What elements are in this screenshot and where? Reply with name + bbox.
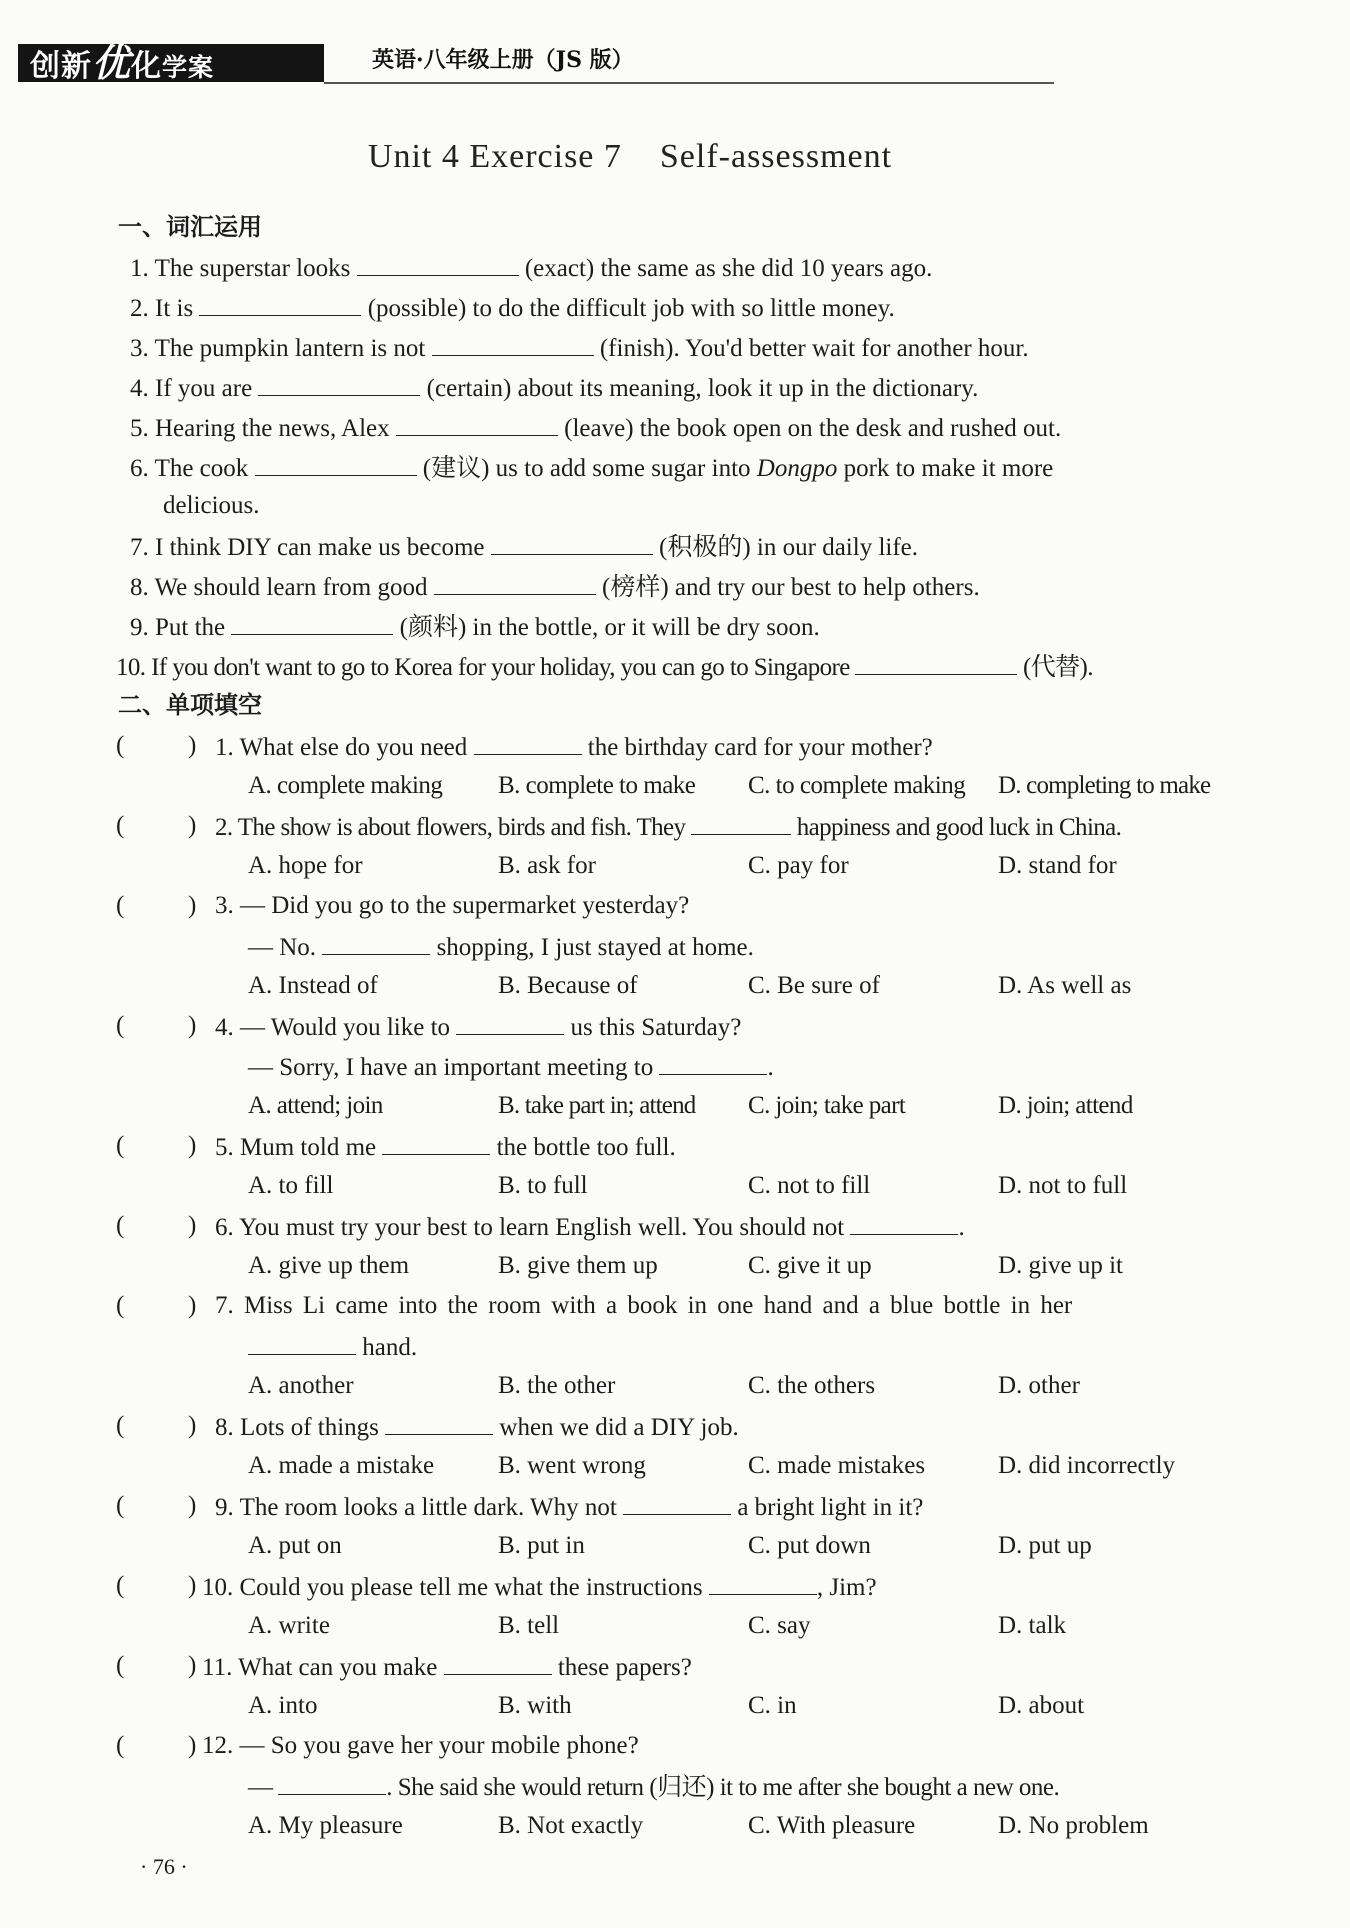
option-d[interactable]: D. put up xyxy=(998,1532,1092,1559)
option-b[interactable]: B. complete to make xyxy=(498,772,696,799)
answer-blank[interactable] xyxy=(659,1050,767,1075)
option-d[interactable]: D. other xyxy=(998,1372,1080,1399)
answer-paren-close: ) xyxy=(188,1012,197,1039)
option-c[interactable]: C. pay for xyxy=(748,852,849,879)
answer-blank[interactable] xyxy=(434,570,596,595)
option-d[interactable]: D. completing to make xyxy=(998,772,1211,799)
answer-paren-close: ) xyxy=(188,812,197,839)
brand-logo: 创新优化学案 xyxy=(30,41,215,85)
option-d[interactable]: D. No problem xyxy=(998,1812,1149,1839)
answer-blank[interactable] xyxy=(691,810,791,835)
answer-blank[interactable] xyxy=(396,411,558,436)
answer-paren-open: ( xyxy=(116,1492,125,1519)
question-stem-line: hand. xyxy=(248,1330,417,1364)
answer-paren-close: ) xyxy=(188,1412,197,1439)
question-stem-line: — Sorry, I have an important meeting to . xyxy=(248,1050,774,1084)
question-stem: 5. Mum told me the bottle too full. xyxy=(215,1130,676,1164)
page-number: · 76 · xyxy=(140,1854,188,1879)
option-b[interactable]: B. the other xyxy=(498,1372,616,1399)
option-d[interactable]: D. join; attend xyxy=(998,1092,1133,1119)
option-c[interactable]: C. say xyxy=(748,1612,811,1639)
answer-paren-close: ) xyxy=(188,732,197,759)
option-c[interactable]: C. made mistakes xyxy=(748,1452,926,1479)
question-stem: 7. Miss Li came into the room with a book in one hand and a blue bottle in her xyxy=(215,1292,1073,1319)
vocab-item: 9. Put the (颜料) in the bottle, or it will be dry soon. xyxy=(130,610,820,644)
answer-paren-close: ) xyxy=(188,892,197,919)
answer-blank[interactable] xyxy=(258,371,420,396)
answer-paren-open: ( xyxy=(116,1412,125,1439)
answer-paren-open: ( xyxy=(116,1012,125,1039)
vocab-item: 3. The pumpkin lantern is not (finish). You'd better wait for another hour. xyxy=(130,331,1029,365)
option-c[interactable]: C. in xyxy=(748,1692,797,1719)
option-d[interactable]: D. stand for xyxy=(998,852,1117,879)
answer-paren-open: ( xyxy=(116,1132,125,1159)
option-d[interactable]: D. did incorrectly xyxy=(998,1452,1176,1479)
answer-blank[interactable] xyxy=(444,1650,552,1675)
answer-paren-open: ( xyxy=(116,1212,125,1239)
question-stem: 2. The show is about flowers, birds and fish. They happiness and good luck in China. xyxy=(215,810,1121,844)
option-d[interactable]: D. about xyxy=(998,1692,1085,1719)
option-c[interactable]: C. to complete making xyxy=(748,772,966,799)
answer-paren-open: ( xyxy=(116,1732,125,1759)
answer-paren-close: ) xyxy=(188,1652,197,1679)
answer-paren-close: ) xyxy=(188,1212,197,1239)
answer-paren-open: ( xyxy=(116,1572,125,1599)
question-stem-line: — No. shopping, I just stayed at home. xyxy=(248,930,754,964)
answer-blank[interactable] xyxy=(855,650,1017,675)
question-stem: 9. The room looks a little dark. Why not a bright light in it? xyxy=(215,1490,923,1524)
answer-blank[interactable] xyxy=(432,331,594,356)
option-c[interactable]: C. Be sure of xyxy=(748,972,880,999)
answer-blank[interactable] xyxy=(357,251,519,276)
option-a[interactable]: A. Instead of xyxy=(248,972,378,999)
vocab-item: 1. The superstar looks (exact) the same as she did 10 years ago. xyxy=(130,251,932,285)
answer-paren-close: ) xyxy=(188,1492,197,1519)
option-a[interactable]: A. write xyxy=(248,1612,330,1639)
answer-blank[interactable] xyxy=(199,291,361,316)
header-rule xyxy=(324,82,1054,84)
question-stem: 1. What else do you need the birthday card for your mother? xyxy=(215,730,933,764)
option-a[interactable]: A. complete making xyxy=(248,772,443,799)
answer-paren-open: ( xyxy=(116,892,125,919)
answer-blank[interactable] xyxy=(623,1490,731,1515)
vocab-item: 6. The cook (建议) us to add some sugar into Dongpo pork to make it more xyxy=(130,451,1053,485)
option-d[interactable]: D. As well as xyxy=(998,972,1132,999)
vocab-item: 10. If you don't want to go to Korea for your holiday, you can go to Singapore (代替). xyxy=(116,650,1093,684)
answer-blank[interactable] xyxy=(709,1570,817,1595)
option-a[interactable]: A. attend; join xyxy=(248,1092,383,1119)
vocab-item-continuation: delicious. xyxy=(163,492,260,519)
option-a[interactable]: A. made a mistake xyxy=(248,1452,435,1479)
question-stem: 10. Could you please tell me what the instructions , Jim? xyxy=(202,1570,877,1604)
page-title: Unit 4 Exercise 7 Self-assessment xyxy=(367,138,893,175)
option-b[interactable]: B. put in xyxy=(498,1532,585,1559)
answer-blank[interactable] xyxy=(248,1330,356,1355)
option-a[interactable]: A. into xyxy=(248,1692,318,1719)
option-b[interactable]: B. Not exactly xyxy=(498,1812,644,1839)
answer-paren-close: ) xyxy=(188,1132,197,1159)
section-heading-multiple-choice: 二、单项填空 xyxy=(118,691,262,719)
option-a[interactable]: A. another xyxy=(248,1372,354,1399)
option-c[interactable]: C. not to fill xyxy=(748,1172,871,1199)
option-c[interactable]: C. join; take part xyxy=(748,1092,906,1119)
option-a[interactable]: A. put on xyxy=(248,1532,342,1559)
book-title: 英语·八年级上册（JS 版） xyxy=(372,47,634,73)
option-c[interactable]: C. With pleasure xyxy=(748,1812,916,1839)
vocab-item: 7. I think DIY can make us become (积极的) in our daily life. xyxy=(130,530,918,564)
answer-paren-open: ( xyxy=(116,812,125,839)
question-stem: 8. Lots of things when we did a DIY job. xyxy=(215,1410,739,1444)
answer-paren-close: ) xyxy=(188,1572,197,1599)
answer-blank[interactable] xyxy=(474,730,582,755)
vocab-item: 2. It is (possible) to do the difficult job with so little money. xyxy=(130,291,895,325)
option-b[interactable]: B. went wrong xyxy=(498,1452,646,1479)
option-b[interactable]: B. to full xyxy=(498,1172,588,1199)
option-b[interactable]: B. Because of xyxy=(498,972,638,999)
question-stem: 6. You must try your best to learn English well. You should not . xyxy=(215,1210,965,1244)
answer-paren-close: ) xyxy=(188,1292,197,1319)
option-a[interactable]: A. My pleasure xyxy=(248,1812,403,1839)
question-stem: 4. — Would you like to us this Saturday? xyxy=(215,1010,741,1044)
answer-paren-close: ) xyxy=(188,1732,197,1759)
answer-blank[interactable] xyxy=(491,530,653,555)
option-c[interactable]: C. the others xyxy=(748,1372,876,1399)
answer-blank[interactable] xyxy=(385,1410,493,1435)
option-c[interactable]: C. give it up xyxy=(748,1252,872,1279)
option-c[interactable]: C. put down xyxy=(748,1532,871,1559)
question-stem: 11. What can you make these papers? xyxy=(202,1650,692,1684)
option-b[interactable]: B. ask for xyxy=(498,852,596,879)
option-d[interactable]: D. talk xyxy=(998,1612,1067,1639)
vocab-item: 5. Hearing the news, Alex (leave) the book open on the desk and rushed out. xyxy=(130,411,1061,445)
vocab-item: 4. If you are (certain) about its meaning, look it up in the dictionary. xyxy=(130,371,978,405)
option-a[interactable]: A. hope for xyxy=(248,852,363,879)
answer-blank[interactable] xyxy=(456,1010,564,1035)
answer-paren-open: ( xyxy=(116,1652,125,1679)
option-b[interactable]: B. with xyxy=(498,1692,572,1719)
option-b[interactable]: B. tell xyxy=(498,1612,560,1639)
answer-paren-open: ( xyxy=(116,1292,125,1319)
option-b[interactable]: B. give them up xyxy=(498,1252,658,1279)
answer-blank[interactable] xyxy=(322,930,430,955)
vocab-item: 8. We should learn from good (榜样) and try our best to help others. xyxy=(130,570,980,604)
option-a[interactable]: A. give up them xyxy=(248,1252,410,1279)
question-stem-line: — . She said she would return (归还) it to me after she bought a new one. xyxy=(248,1770,1059,1804)
answer-blank[interactable] xyxy=(278,1770,386,1795)
option-b[interactable]: B. take part in; attend xyxy=(498,1092,696,1119)
option-d[interactable]: D. give up it xyxy=(998,1252,1123,1279)
section-heading-vocabulary: 一、词汇运用 xyxy=(118,213,262,241)
answer-blank[interactable] xyxy=(850,1210,958,1235)
answer-blank[interactable] xyxy=(231,610,393,635)
question-stem: 12. — So you gave her your mobile phone? xyxy=(202,1732,639,1759)
option-a[interactable]: A. to fill xyxy=(248,1172,334,1199)
option-d[interactable]: D. not to full xyxy=(998,1172,1128,1199)
answer-paren-open: ( xyxy=(116,732,125,759)
answer-blank[interactable] xyxy=(382,1130,490,1155)
answer-blank[interactable] xyxy=(255,451,417,476)
question-stem: 3. — Did you go to the supermarket yesterday? xyxy=(215,892,690,919)
